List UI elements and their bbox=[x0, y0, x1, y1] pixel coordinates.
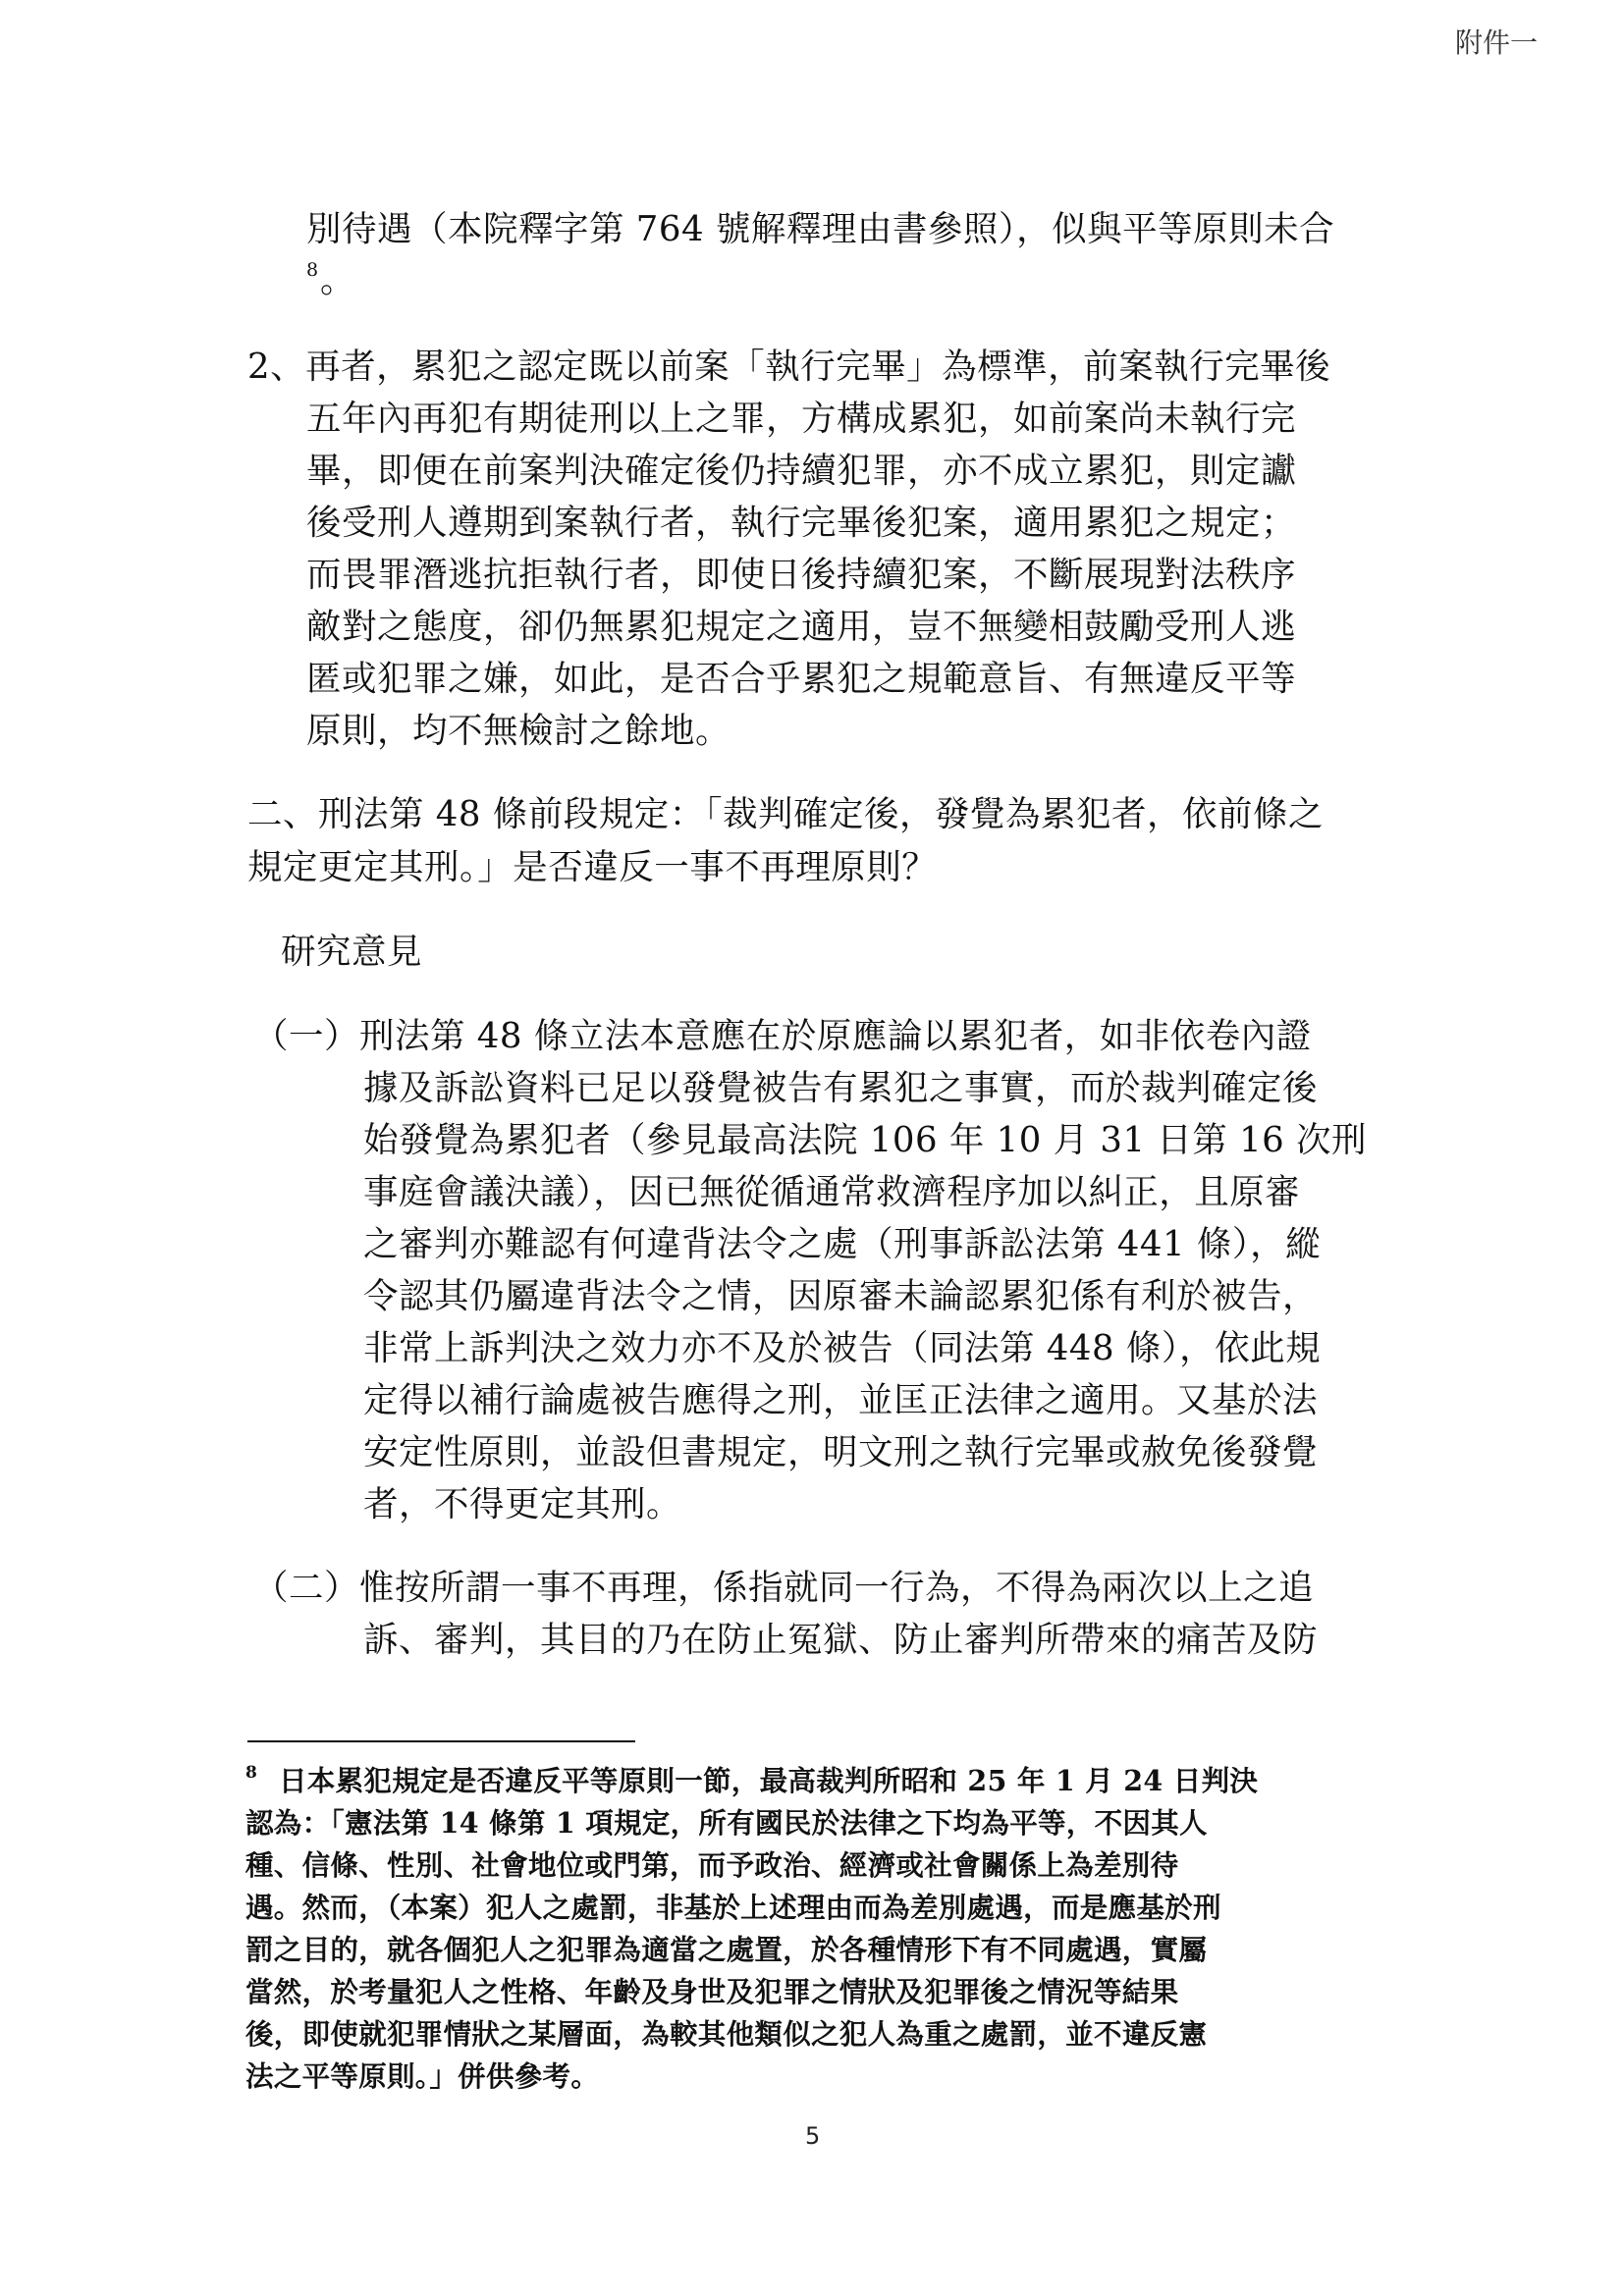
item-2-line: 2、再者，累犯之認定既以前案「執行完畢」為標準，前案執行完畢後 bbox=[247, 347, 1331, 387]
section-2-heading-line: 規定更定其刑。」是否違反一事不再理原則？ bbox=[247, 847, 938, 887]
continuation-end-mark: 。 bbox=[320, 260, 356, 300]
footnote-line: 遇。然而，（本案）犯人之處罰，非基於上述理由而為差別處遇，而是應基於刑 bbox=[245, 1891, 1221, 1924]
paragraph-2-line: 訴、審判，其目的乃在防止冤獄、防止審判所帶來的痛苦及防 bbox=[363, 1620, 1319, 1660]
paragraph-2-line: （二）惟按所謂一事不再理，係指就同一行為，不得為兩次以上之追 bbox=[253, 1568, 1315, 1608]
paragraph-1-line: 據及訴訟資料已足以發覺被告有累犯之事實，而於裁判確定後 bbox=[363, 1068, 1319, 1108]
footnote-reference-8: 8 bbox=[306, 259, 319, 281]
footnote-separator bbox=[247, 1740, 635, 1742]
paragraph-1-line: 安定性原則，並設但書規定，明文刑之執行完畢或赦免後發覺 bbox=[363, 1432, 1319, 1472]
footnote-line: 罰之目的，就各個犯人之犯罪為適當之處置，於各種情形下有不同處遇，實屬 bbox=[245, 1933, 1208, 1966]
footnote-number: 8 bbox=[245, 1763, 257, 1783]
paragraph-1-line: 始發覺為累犯者（參見最高法院 106 年 10 月 31 日第 16 次刑 bbox=[363, 1120, 1368, 1160]
paragraph-1-line: 事庭會議決議），因已無從循通常救濟程序加以糾正，且原審 bbox=[363, 1172, 1301, 1212]
paragraph-1-line: 令認其仍屬違背法令之情，因原審未論認累犯係有利於被告， bbox=[363, 1276, 1319, 1316]
footnote-line: 當然，於考量犯人之性格、年齡及身世及犯罪之情狀及犯罪後之情況等結果 bbox=[245, 1975, 1179, 2008]
section-2-heading-line: 二、刑法第 48 條前段規定：「裁判確定後，發覺為累犯者，依前條之 bbox=[247, 794, 1324, 834]
item-2-line: 後受刑人遵期到案執行者，執行完畢後犯案，適用累犯之規定； bbox=[306, 503, 1297, 543]
paragraph-1-line: 非常上訴判決之效力亦不及於被告（同法第 448 條），依此規 bbox=[363, 1328, 1322, 1368]
item-2-line: 原則，均不無檢討之餘地。 bbox=[306, 711, 731, 751]
attachment-header-label: 附件一 bbox=[1454, 27, 1538, 59]
footnote-line: 種、信條、性別、社會地位或門第，而予政治、經濟或社會關係上為差別待 bbox=[245, 1848, 1179, 1882]
item-2-line: 匿或犯罪之嫌，如此，是否合乎累犯之規範意旨、有無違反平等 bbox=[306, 659, 1297, 699]
page-number: 5 bbox=[805, 2122, 821, 2150]
item-2-line: 敵對之態度，卻仍無累犯規定之適用，豈不無變相鼓勵受刑人逃 bbox=[306, 607, 1297, 647]
research-opinion-label: 研究意見 bbox=[281, 932, 423, 972]
item-2-line: 五年內再犯有期徒刑以上之罪，方構成累犯，如前案尚未執行完 bbox=[306, 399, 1297, 439]
paragraph-1-line: 定得以補行論處被告應得之刑，並匡正法律之適用。又基於法 bbox=[363, 1380, 1319, 1420]
item-2-line: 畢，即便在前案判決確定後仍持續犯罪，亦不成立累犯，則定讞 bbox=[306, 451, 1297, 491]
paragraph-1-line: 之審判亦難認有何違背法令之處（刑事訴訟法第 441 條），縱 bbox=[363, 1224, 1322, 1264]
footnote-line: 日本累犯規定是否違反平等原則一節，最高裁判所昭和 25 年 1 月 24 日判決 bbox=[279, 1764, 1259, 1797]
paragraph-1-line: 者，不得更定其刑。 bbox=[363, 1484, 682, 1524]
item-2-line: 而畏罪潛逃抗拒執行者，即使日後持續犯案，不斷展現對法秩序 bbox=[306, 555, 1297, 595]
continuation-line: 別待遇（本院釋字第 764 號解釋理由書參照），似與平等原則未合 bbox=[306, 209, 1335, 249]
footnote-line: 認為：「憲法第 14 條第 1 項規定，所有國民於法律之下均為平等，不因其人 bbox=[245, 1806, 1208, 1840]
paragraph-1-line: （一）刑法第 48 條立法本意應在於原應論以累犯者，如非依卷內證 bbox=[253, 1016, 1312, 1056]
footnote-line: 後，即使就犯罪情狀之某層面，為較其他類似之犯人為重之處罰，並不違反憲 bbox=[245, 2017, 1208, 2051]
footnote-line: 法之平等原則。」併供參考。 bbox=[245, 2059, 600, 2093]
